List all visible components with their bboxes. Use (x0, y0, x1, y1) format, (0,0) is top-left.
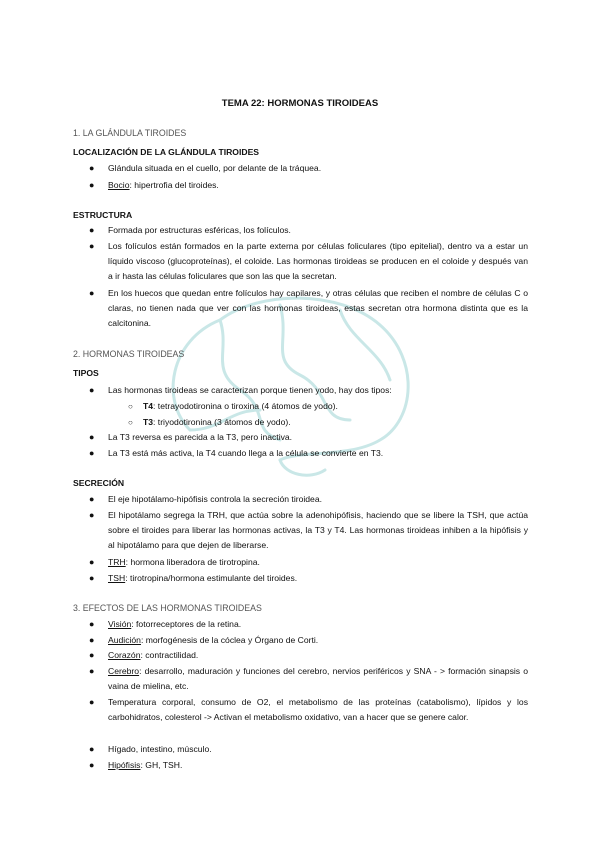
list-item: El eje hipotálamo-hipófisis controla la secreción tiroidea. (108, 494, 323, 504)
bullet-icon: ● (89, 666, 95, 676)
bullet-icon: ● (89, 163, 95, 173)
list-item: La T3 está más activa, la T4 cuando llega a la célula se convierte en T3. (108, 448, 384, 458)
list-item: El hipotálamo segrega la TRH, que actúa sobre la adenohipófisis, haciendo que se libere la TSH, que actúa sobre el tiroides para liberar las hormonas activas, la T3 y T4. Las hormonas tiroideas inhiben a la hipófisis y al hipotálamo para que dejen de liberarse. (108, 510, 528, 550)
list-item: Audición: morfogénesis de la cóclea y Órgano de Corti. (108, 635, 319, 645)
bullet-icon: ● (89, 760, 95, 770)
bullet-icon: ● (89, 510, 95, 520)
bullet-icon: ● (89, 288, 95, 298)
list-item: En los huecos que quedan entre folículos hay capilares, y otras células que reciben el nombre de células C o claras, no tienen nada que ver con las hormonas tiroideas, estas secretan otra hormona distinta que es la calcitonina. (108, 288, 528, 328)
term: TSH (108, 573, 126, 583)
secrecion-heading: SECRECIÓN (73, 478, 125, 488)
bullet-icon: ● (89, 697, 95, 707)
list-item: TRH: hormona liberadora de tirotropina. (108, 557, 260, 567)
circle-bullet-icon: ○ (128, 402, 133, 411)
bullet-icon: ● (89, 494, 95, 504)
section-2-heading: 2. HORMONAS TIROIDEAS (73, 349, 185, 359)
section-3-heading: 3. EFECTOS DE LAS HORMONAS TIROIDEAS (73, 603, 262, 613)
bullet-icon: ● (89, 432, 95, 442)
bullet-icon: ● (89, 225, 95, 235)
list-item: Los folículos están formados en la parte externa por células foliculares (tipo epitelial), dentro va a estar un líquido viscoso (glucoproteínas), el coloide. Las hormonas tiroideas se producen en el coloide y después van a ir hasta las células foliculares que son las que la secretan. (108, 241, 528, 281)
list-item: Corazón: contractilidad. (108, 650, 199, 660)
bullet-icon: ● (89, 744, 95, 754)
list-item: Las hormonas tiroideas se caracterizan porque tienen yodo, hay dos tipos: (108, 385, 392, 395)
term: TRH (108, 557, 126, 567)
list-subitem: T4: tetrayodotironina o tiroxina (4 átomos de yodo). (143, 401, 338, 411)
bullet-icon: ● (89, 448, 95, 458)
term: Audición (108, 635, 141, 645)
term: Bocio (108, 180, 130, 190)
bullet-icon: ● (89, 573, 95, 583)
term: Cerebro (108, 666, 140, 676)
term: Visión (108, 619, 132, 629)
section-1-heading: 1. LA GLÁNDULA TIROIDES (73, 128, 187, 138)
list-item: Hipófisis: GH, TSH. (108, 760, 183, 770)
list-subitem: T3: triyodotironina (3 átomos de yodo). (143, 417, 291, 427)
bullet-icon: ● (89, 557, 95, 567)
list-item: Temperatura corporal, consumo de O2, el metabolismo de las proteínas (catabolismo), lípidos y los carbohidratos, colesterol -> Activan el metabolismo oxidativo, van a hacer que se genere calor. (108, 697, 528, 722)
list-item: Bocio: hipertrofia del tiroides. (108, 180, 219, 190)
term: Corazón (108, 650, 141, 660)
page-title: TEMA 22: HORMONAS TIROIDEAS (221, 98, 379, 109)
estructura-heading: ESTRUCTURA (73, 210, 133, 220)
list-item: Hígado, intestino, músculo. (108, 744, 212, 754)
list-item: La T3 reversa es parecida a la T3, pero inactiva. (108, 432, 293, 442)
term: Hipófisis (108, 760, 141, 770)
list-item: Glándula situada en el cuello, por delante de la tráquea. (108, 163, 322, 173)
bullet-icon: ● (89, 241, 95, 251)
list-item: TSH: tirotropina/hormona estimulante del tiroides. (108, 573, 298, 583)
bullet-icon: ● (89, 635, 95, 645)
list-item: Visión: fotorreceptores de la retina. (108, 619, 242, 629)
bullet-icon: ● (89, 180, 95, 190)
tipos-heading: TIPOS (73, 368, 99, 378)
list-item: Cerebro: desarrollo, maduración y funciones del cerebro, nervios periféricos y SNA - > formación sinapsis o vaina de mielina, etc. (108, 666, 528, 691)
list-item: Formada por estructuras esféricas, los folículos. (108, 225, 291, 235)
circle-bullet-icon: ○ (128, 418, 133, 427)
localizacion-heading: LOCALIZACIÓN DE LA GLÁNDULA TIROIDES (73, 147, 260, 157)
bullet-icon: ● (89, 650, 95, 660)
bullet-icon: ● (89, 385, 95, 395)
bullet-icon: ● (89, 619, 95, 629)
